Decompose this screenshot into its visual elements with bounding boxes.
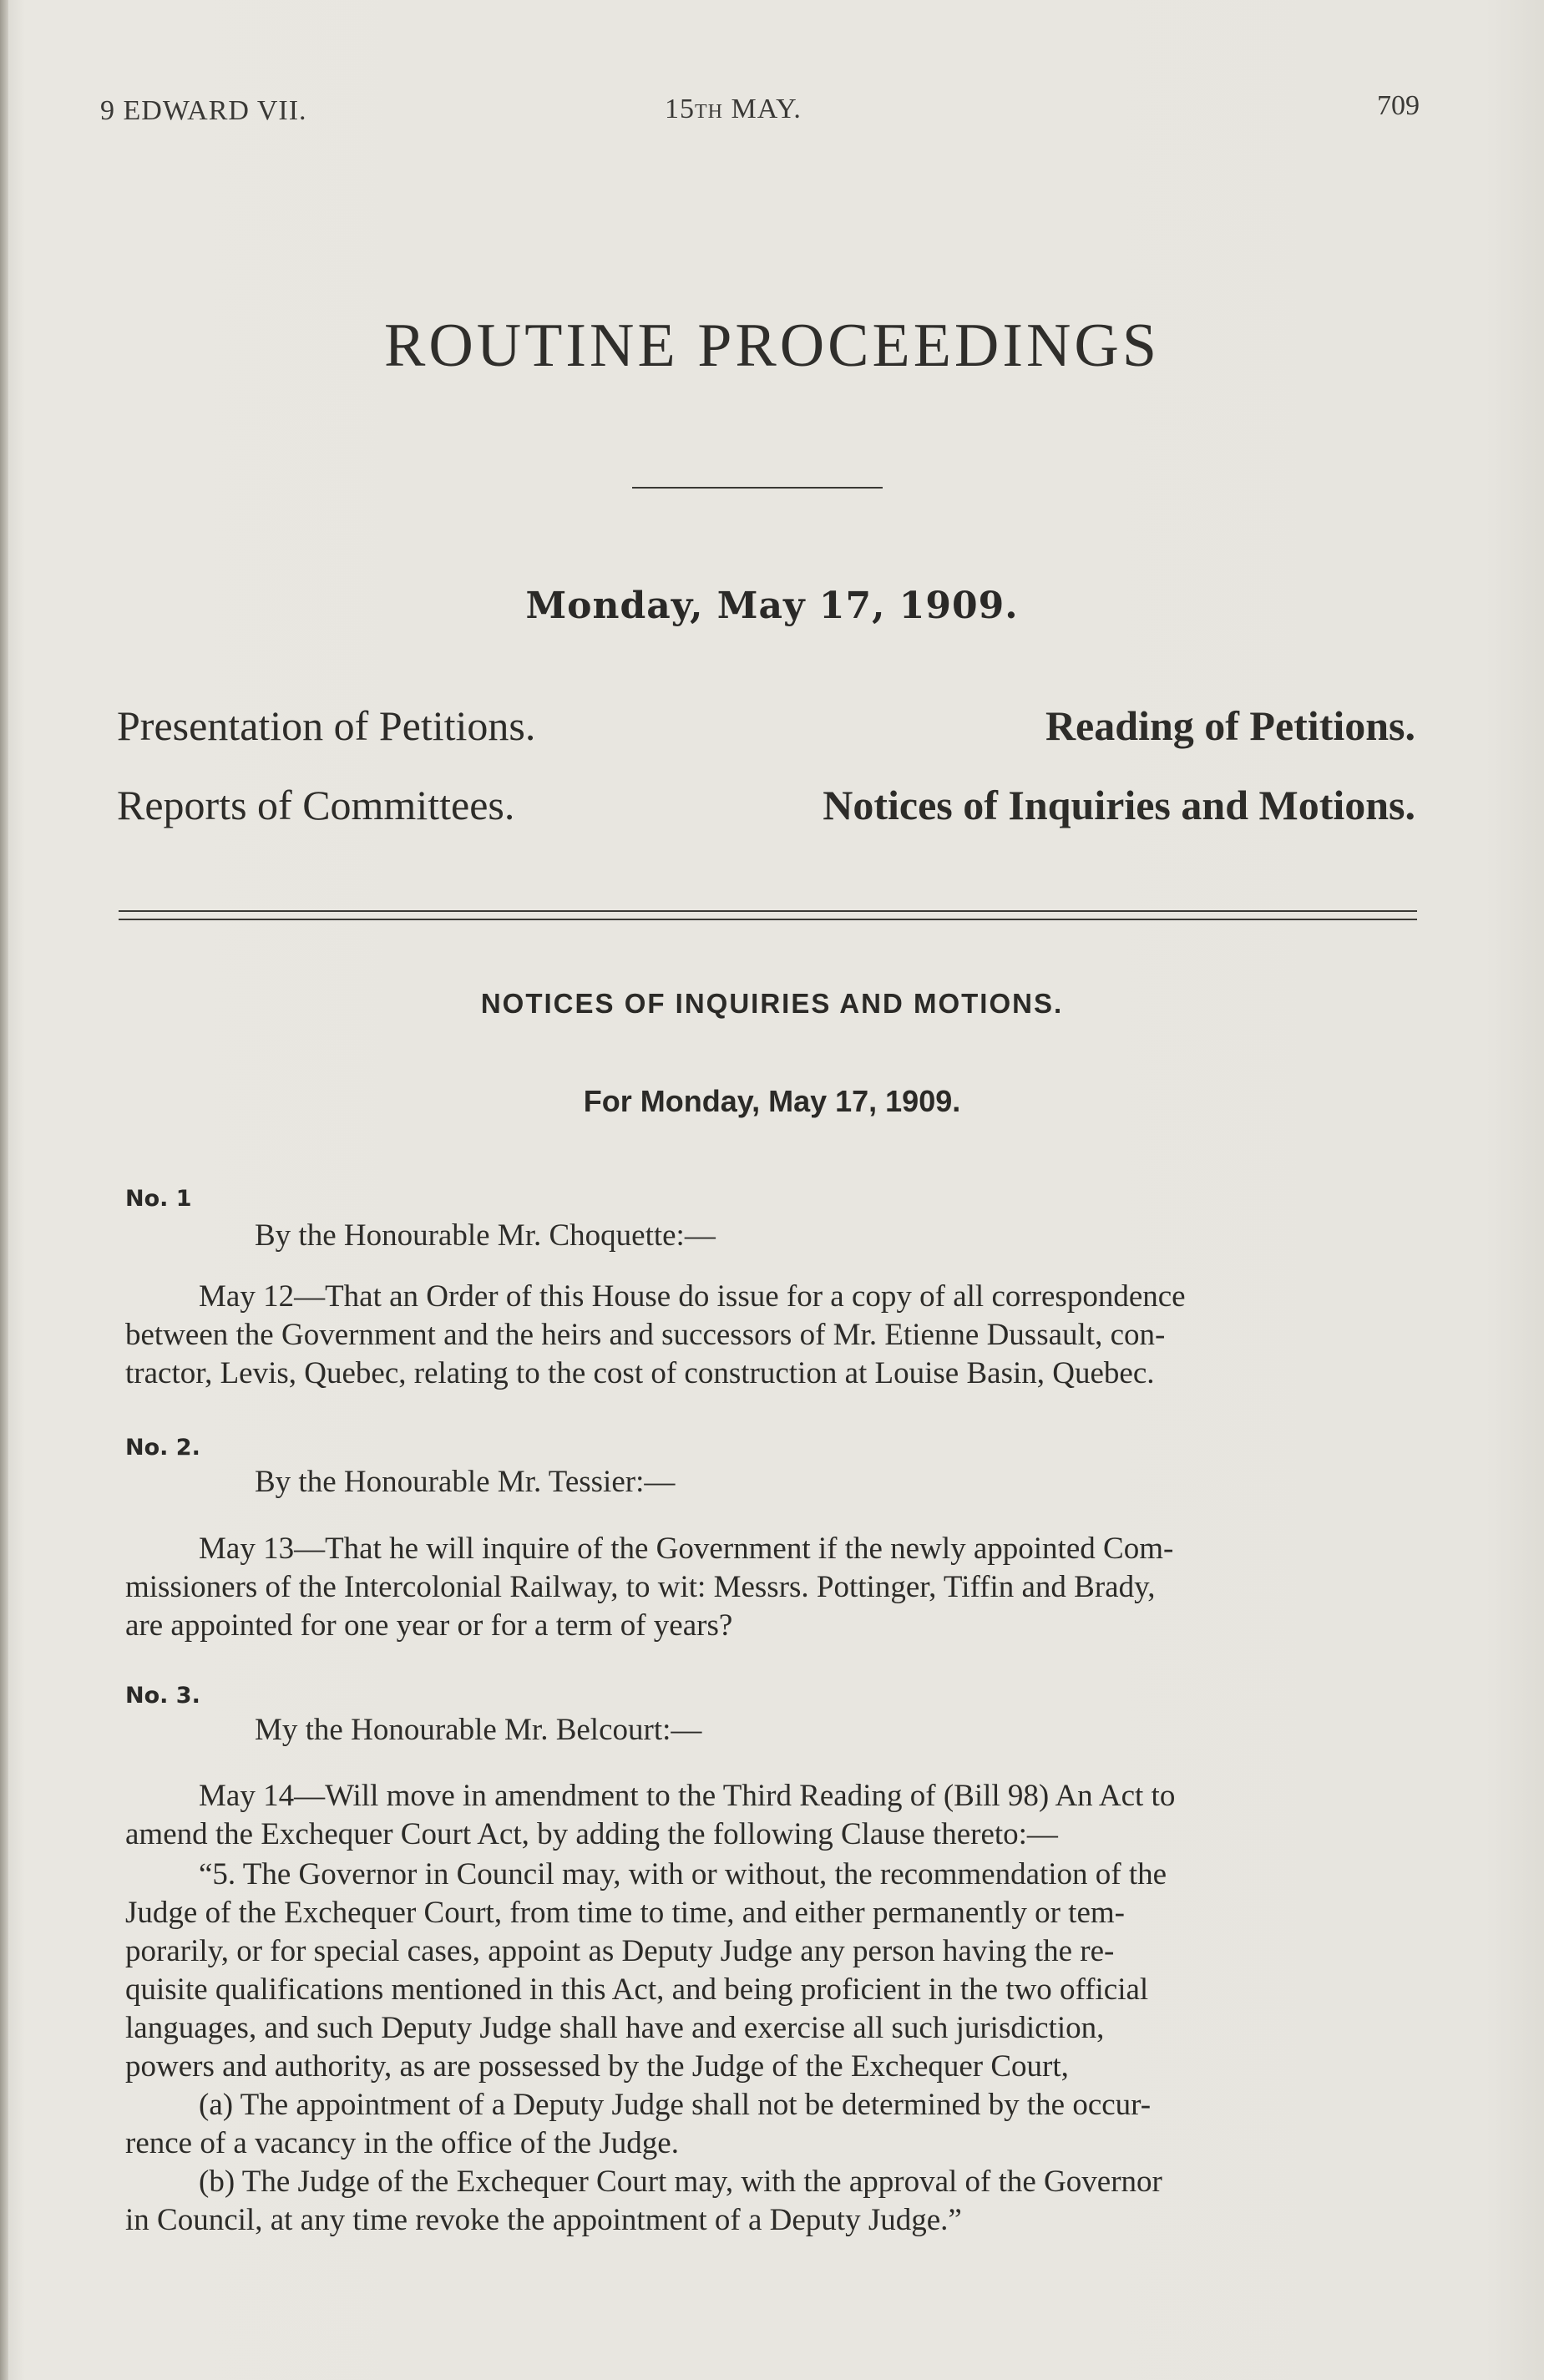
subclause-b-line-1: (b) The Judge of the Exchequer Court may, with the approval of the Governor	[199, 2165, 1162, 2199]
subclause-a-line-2: rence of a vacancy in the office of the Judge.	[125, 2126, 679, 2160]
item-number-1: No. 1	[125, 1186, 192, 1212]
double-rule-divider	[119, 910, 1417, 920]
proposed-clause-5	[125, 1856, 1432, 2240]
item-number-3: No. 3.	[125, 1683, 200, 1709]
header-month: MAY.	[723, 94, 802, 124]
subclause-a-line-1: (a) The appointment of a Deputy Judge shall not be determined by the occur-	[199, 2088, 1152, 2122]
item-2-line-1: May 13—That he will inquire of the Government if the newly appointed Com-	[199, 1532, 1174, 1566]
sitting-date: Monday, May 17, 1909.	[525, 585, 1019, 627]
order-reports-of-committees: Reports of Committees.	[117, 782, 515, 828]
title-divider	[632, 487, 883, 489]
item-3-line-1: May 14—Will move in amendment to the Third Reading of (Bill 98) An Act to	[199, 1779, 1176, 1813]
clause-line-6: powers and authority, as are possessed by the Judge of the Exchequer Court,	[125, 2049, 1069, 2084]
clause-line-1: “5. The Governor in Council may, with or without, the recommendation of the	[199, 1857, 1167, 1891]
clause-line-5: languages, and such Deputy Judge shall have and exercise all such jurisdiction,	[125, 2011, 1105, 2045]
order-reading-of-petitions: Reading of Petitions.	[1045, 702, 1415, 749]
item-3-mover: My the Honourable Mr. Belcourt:—	[255, 1713, 702, 1747]
order-presentation-of-petitions: Presentation of Petitions.	[117, 702, 536, 749]
section-subheading: For Monday, May 17, 1909.	[583, 1084, 961, 1118]
header-day-suffix: TH	[695, 101, 723, 123]
header-date	[665, 94, 802, 125]
item-1-text	[125, 1278, 1428, 1393]
regnal-year: 9 EDWARD VII.	[100, 95, 307, 126]
item-2-line-3: are appointed for one year or for a term of years?	[125, 1608, 733, 1643]
clause-line-2: Judge of the Exchequer Court, from time to time, and either permanently or tem-	[125, 1896, 1125, 1930]
order-notices-of-inquiries: Notices of Inquiries and Motions.	[823, 782, 1415, 828]
running-head	[100, 90, 1420, 132]
subclause-b-line-2: in Council, at any time revoke the appointment of a Deputy Judge.”	[125, 2203, 962, 2237]
header-day: 15	[665, 94, 695, 124]
item-3-text	[125, 1777, 1428, 1854]
item-1-mover: By the Honourable Mr. Choquette:—	[255, 1218, 716, 1253]
orders-row-1	[117, 701, 1415, 755]
clause-line-4: quisite qualifications mentioned in this Act, and being proficient in the two official	[125, 1972, 1149, 2007]
item-1-line-3: tractor, Levis, Quebec, relating to the cost of construction at Louise Basin, Quebec.	[125, 1356, 1155, 1390]
item-2-text	[125, 1530, 1428, 1645]
item-2-mover: By the Honourable Mr. Tessier:—	[255, 1465, 676, 1499]
page-title: ROUTINE PROCEEDINGS	[383, 311, 1161, 380]
item-number-2: No. 2.	[125, 1435, 200, 1461]
orders-row-2	[117, 781, 1415, 834]
item-3-line-2: amend the Exchequer Court Act, by adding the following Clause thereto:—	[125, 1817, 1058, 1851]
item-1-line-1: May 12—That an Order of this House do issue for a copy of all correspondence	[199, 1279, 1186, 1314]
item-1-line-2: between the Government and the heirs and successors of Mr. Etienne Dussault, con-	[125, 1318, 1166, 1352]
section-heading: NOTICES OF INQUIRIES AND MOTIONS.	[480, 988, 1064, 1019]
page-number: 709	[1377, 90, 1420, 121]
item-2-line-2: missioners of the Intercolonial Railway, to wit: Messrs. Pottinger, Tiffin and Brady,	[125, 1570, 1156, 1604]
clause-line-3: porarily, or for special cases, appoint as Deputy Judge any person having the re-	[125, 1934, 1115, 1968]
